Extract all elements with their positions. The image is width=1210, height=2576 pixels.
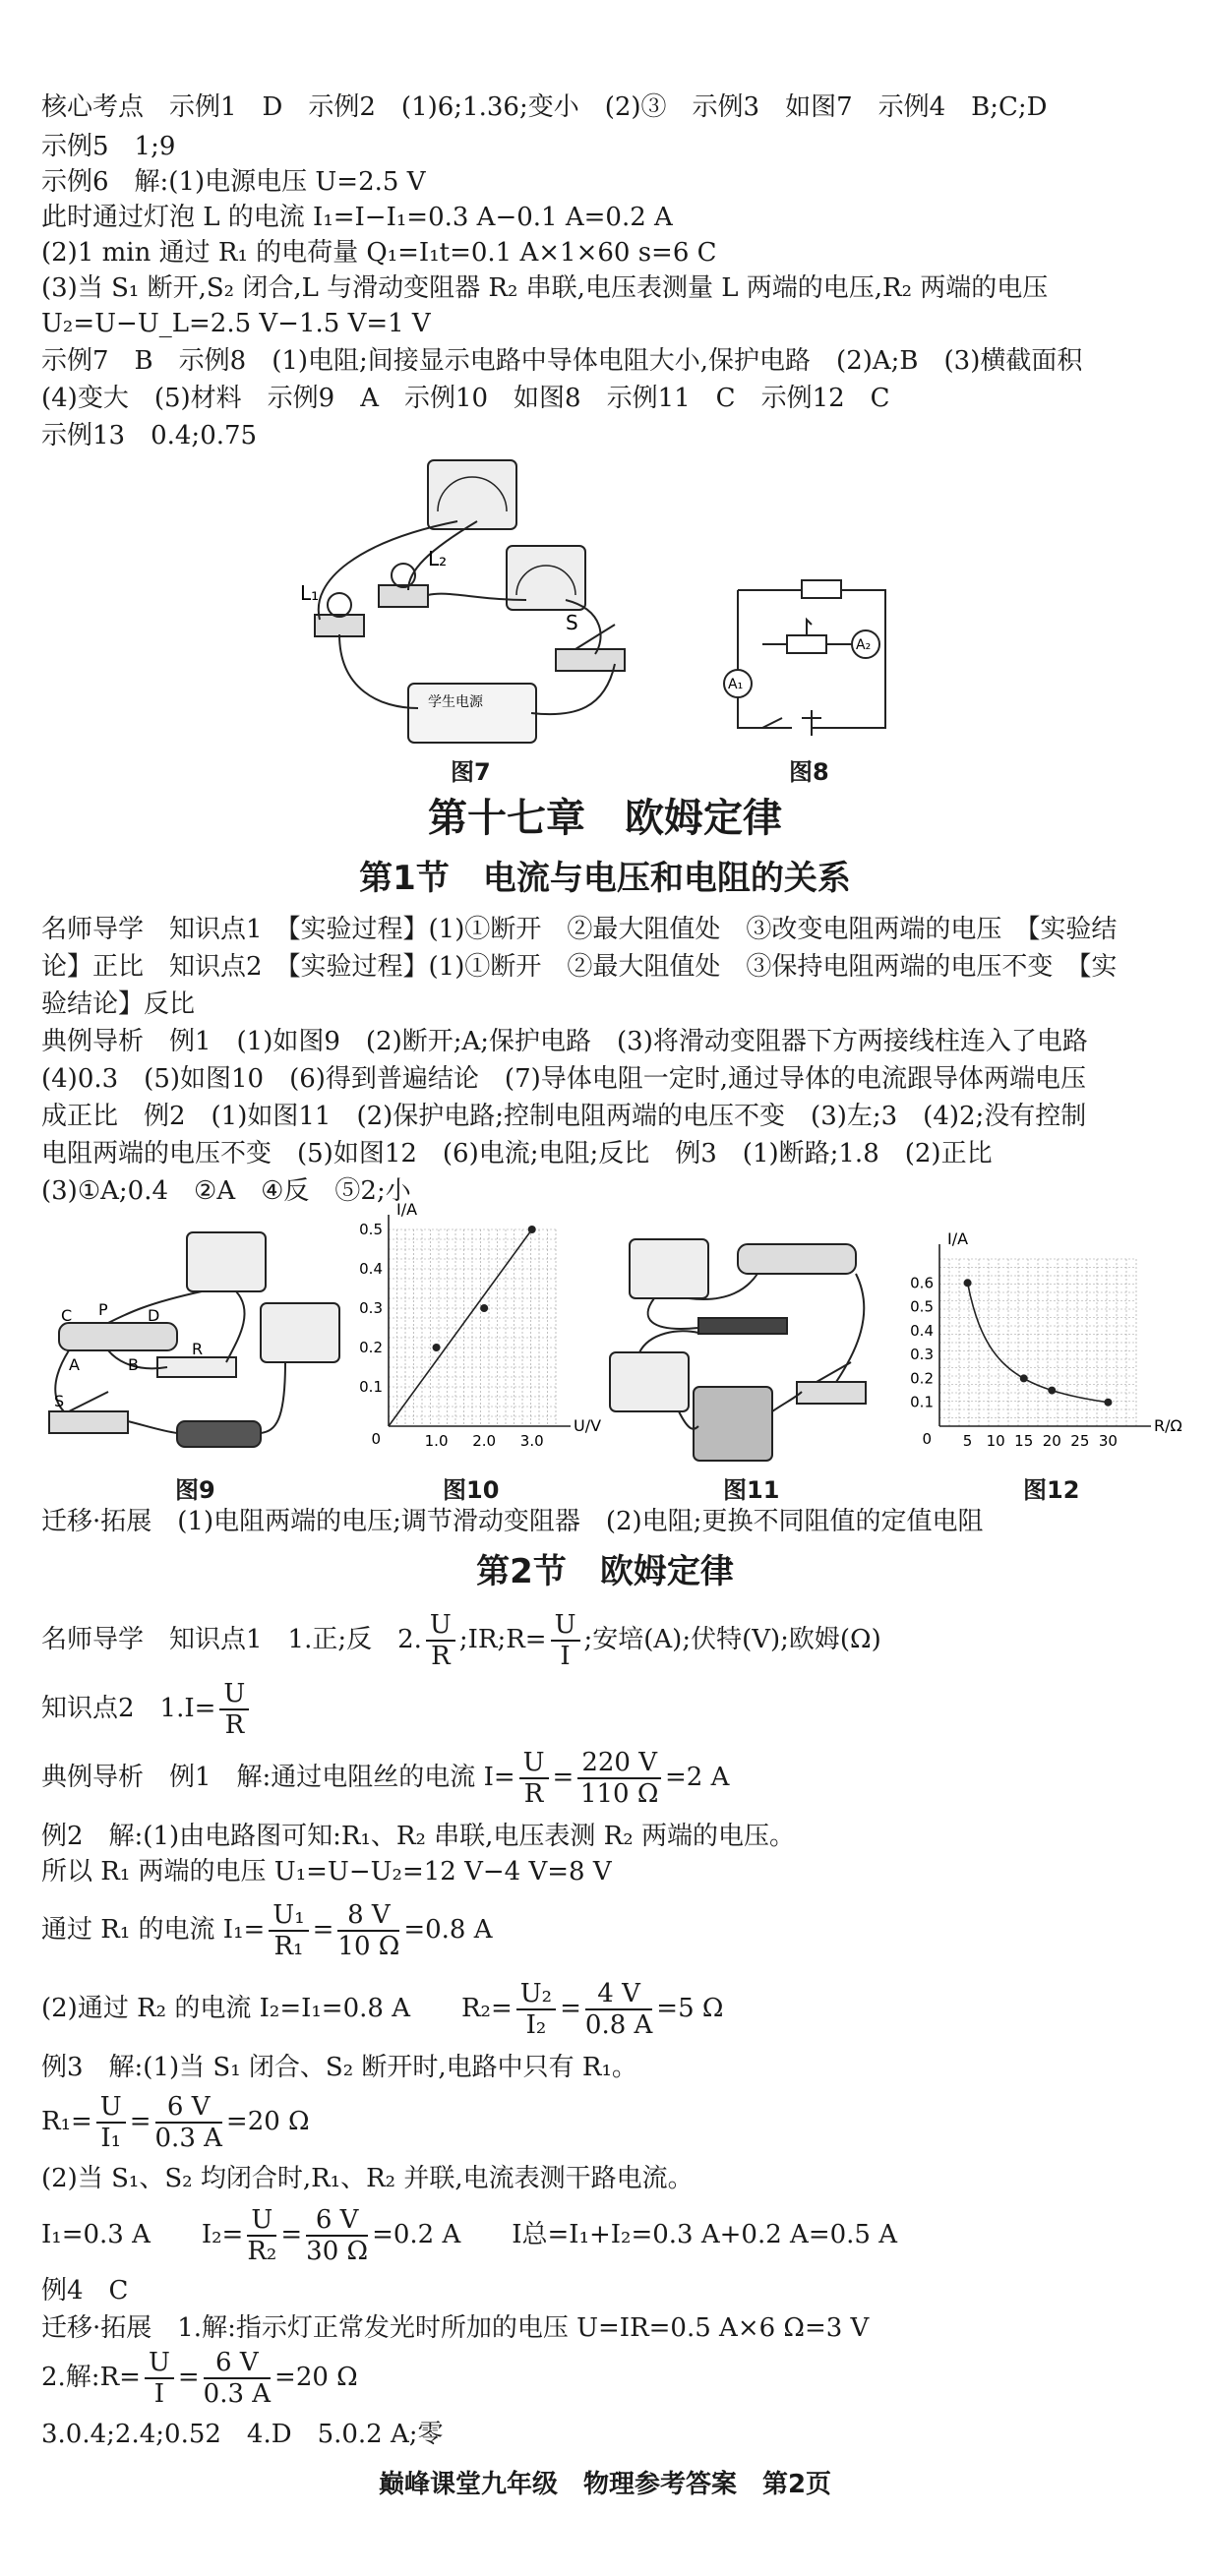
core-line-5: (2)1 min 通过 R₁ 的电荷量 Q₁=I₁t=0.1 A×1×60 s=6 C	[41, 238, 717, 268]
frac-den: R	[431, 1642, 451, 1671]
frac-u2-i2	[516, 1979, 556, 2040]
frac-u1-r1	[269, 1900, 308, 1961]
ex3-line-3: (2)当 S₁、S₂ 均闭合时,R₁、R₂ 并联,电流表测干路电流。	[41, 2164, 694, 2193]
frac-den: 30 Ω	[306, 2237, 369, 2266]
fig7-L1-label: L₁	[300, 581, 320, 605]
frac-num: 6 V	[204, 2348, 271, 2379]
frac-u-r2	[247, 2205, 276, 2266]
y-tick-label: 0.1	[910, 1393, 934, 1411]
frac-8-10	[337, 1900, 399, 1961]
sec2-k2-line	[41, 1677, 253, 1740]
y-tick-label: 0.3	[359, 1299, 383, 1317]
y-tick-label: 0.5	[359, 1221, 383, 1238]
transfer-2-line-1: 迁移·拓展 1.解:指示灯正常发光时所加的电压 U=IR=0.5 A×6 Ω=3 V	[41, 2313, 870, 2343]
frac-num: 220 V	[577, 1748, 661, 1779]
ex2-l4-prefix: (2)通过 R₂ 的电流 I₂=I₁=0.8 A R₂=	[41, 1994, 513, 2023]
frac-6-03	[155, 2092, 222, 2153]
fig9-label-D: D	[148, 1306, 160, 1325]
transfer-1-line: 迁移·拓展 (1)电阻两端的电压;调节滑动变阻器 (2)电阻;更换不同阻值的定值电阻	[41, 1507, 984, 1536]
ex2-line-4: (2)通过 R₂ 的电流 I₂=I₁=0.8 A R₂= $\frac{\text{U₂}}{\text{I₂}}$ = $\frac{4 V}{0.8 A}$ =5 Ω	[41, 1979, 724, 2040]
ex2-line-3: 通过 R₁ 的电流 I₁= $\frac{\text{U₁}}{\text{R₁}}$ = $\frac{8 V}{10 \Omega}$ =0.8 A	[41, 1900, 493, 1961]
fig9-label-C: C	[61, 1306, 73, 1325]
fig8-A2-label: A₂	[856, 637, 872, 653]
fig10-caption: 图10	[443, 1476, 500, 1504]
ex2-line-2: 所以 R₁ 两端的电压 U₁=U−U₂=12 V−4 V=8 V	[41, 1857, 612, 1887]
fig9-label-A: A	[69, 1355, 80, 1374]
sec1-line-5: (4)0.3 (5)如图10 (6)得到普遍结论 (7)导体电阻一定时,通过导体的电流跟导体两端电压	[41, 1064, 1087, 1094]
y-tick-label: 0.5	[910, 1297, 934, 1316]
x-tick-label: 25	[1070, 1432, 1090, 1450]
frac-u-over-i	[551, 1610, 580, 1671]
sec2-k1-line	[41, 1608, 881, 1671]
page-footer: 巅峰课堂九年级 物理参考答案 第2页	[378, 2470, 832, 2499]
frac-220-110	[577, 1748, 661, 1809]
data-point	[1104, 1399, 1112, 1407]
sec1-line-2: 论】正比 知识点2 【实验过程】(1)①断开 ②最大阻值处 ③保持电阻两端的电压不变 【实	[41, 952, 1118, 982]
core-line-2: 示例5 1;9	[41, 132, 176, 161]
k1-mid: ;IR;R=	[458, 1625, 547, 1654]
figure-9-circuit	[39, 1225, 334, 1461]
ex3-l2-prefix: R₁=	[41, 2107, 92, 2136]
ex2-l3-post: =0.8 A	[403, 1915, 493, 1945]
sec1-line-8: (3)①A;0.4 ②A ④反 ⑤2;小	[41, 1176, 411, 1206]
core-line-3: 示例6 解:(1)电源电压 U=2.5 V	[41, 167, 426, 197]
y-axis-label: I/A	[947, 1229, 969, 1248]
fig12-caption: 图12	[1023, 1476, 1080, 1504]
fig9-label-B: B	[128, 1355, 139, 1374]
k2-prefix: 知识点2 1.I=	[41, 1694, 216, 1723]
ex3-l4-a: I₁=0.3 A I₂=	[41, 2220, 244, 2249]
frac-den: 0.3 A	[154, 2124, 222, 2153]
frac-num: U	[145, 2348, 174, 2379]
ex4-line: 例4 C	[41, 2276, 129, 2306]
data-point	[1020, 1374, 1028, 1382]
tr-l2-prefix: 2.解:R=	[41, 2363, 141, 2392]
x-tick-label: 20	[1042, 1432, 1061, 1450]
x-tick-label: 2.0	[472, 1432, 497, 1450]
y-tick-label: 0.1	[359, 1378, 383, 1396]
fig7-caption: 图7	[451, 758, 491, 786]
core-line-1: 核心考点 示例1 D 示例2 (1)6;1.36;变小 (2)③ 示例3 如图7 示例4 B;C;D	[41, 92, 1048, 122]
frac-num: U₂	[516, 1979, 556, 2010]
sec1-line-1: 名师导学 知识点1 【实验过程】(1)①断开 ②最大阻值处 ③改变电阻两端的电压 【实验结	[41, 915, 1118, 944]
fig7-power-label: 学生电源	[428, 694, 483, 710]
sec1-line-4: 典例导析 例1 (1)如图9 (2)断开;A;保护电路 (3)将滑动变阻器下方两接线柱连入了电路	[41, 1027, 1088, 1056]
frac-num: U	[219, 1679, 249, 1710]
x-tick-label: 15	[1014, 1432, 1034, 1450]
fig9-label-P: P	[98, 1300, 108, 1319]
ex3-l2-post: =20 Ω	[225, 2107, 310, 2136]
frac-den: I	[153, 2379, 165, 2409]
ex2-l3-prefix: 通过 R₁ 的电流 I₁=	[41, 1915, 266, 1945]
y-tick-label: 0.2	[910, 1369, 934, 1388]
k1-prefix: 名师导学 知识点1 1.正;反 2.	[41, 1625, 422, 1654]
fig11-caption: 图11	[723, 1476, 780, 1504]
frac-den: I₂	[525, 2010, 547, 2040]
x-tick-label: 10	[986, 1432, 1005, 1450]
frac-den: I₁	[100, 2124, 122, 2153]
fig7-S-label: S	[566, 611, 578, 634]
y-tick-label: 0.2	[359, 1339, 383, 1356]
frac-num: U	[551, 1610, 580, 1642]
x-tick-label: 30	[1098, 1432, 1118, 1450]
frac-den: R	[224, 1710, 245, 1740]
core-line-9: (4)变大 (5)材料 示例9 A 示例10 如图8 示例11 C 示例12 C	[41, 384, 890, 413]
core-line-8: 示例7 B 示例8 (1)电阻;间接显示电路中导体电阻大小,保护电路 (2)A;B (3)横截面积	[41, 346, 1083, 376]
ex2-l4-post: =5 Ω	[656, 1994, 724, 2023]
ex2-line-1: 例2 解:(1)由电路图可知:R₁、R₂ 串联,电压表测 R₂ 两端的电压。	[41, 1822, 795, 1851]
figure-11-circuit	[600, 1234, 885, 1466]
fig9-label-R: R	[192, 1340, 204, 1358]
frac-num: 8 V	[337, 1900, 399, 1932]
frac-num: 4 V	[585, 1979, 652, 2010]
tr-l2-post: =20 Ω	[274, 2363, 358, 2392]
x-axis-label: R/Ω	[1154, 1416, 1182, 1435]
data-point	[964, 1279, 972, 1287]
data-point	[528, 1226, 536, 1233]
y-axis-label: I/A	[396, 1200, 418, 1219]
chapter-title: 第十七章 欧姆定律	[428, 796, 782, 841]
frac-num: 6 V	[155, 2092, 222, 2124]
y-tick-label: 0.4	[359, 1260, 383, 1278]
figure-10-chart	[349, 1200, 602, 1466]
section-2-title: 第2节 欧姆定律	[476, 1552, 734, 1591]
frac-num: 6 V	[306, 2205, 368, 2237]
ex1-post: =2 A	[665, 1763, 730, 1792]
fig9-caption: 图9	[175, 1476, 215, 1504]
x-tick-label: 1.0	[424, 1432, 449, 1450]
origin-label: 0	[371, 1430, 381, 1448]
frac-num: U	[519, 1748, 549, 1779]
frac-6-30	[306, 2205, 368, 2266]
fig7-L2-label: L₂	[428, 547, 448, 570]
frac-den: 0.8 A	[584, 2010, 653, 2040]
k1-post: ;安培(A);伏特(V);欧姆(Ω)	[583, 1625, 881, 1654]
frac-ohm-law	[219, 1679, 249, 1740]
frac-den: R₂	[247, 2237, 277, 2266]
fig8-A1-label: A₁	[728, 677, 744, 692]
frac-den: 0.3 A	[203, 2379, 272, 2409]
figure-7-circuit	[280, 452, 654, 748]
sec1-line-3: 验结论】反比	[41, 989, 196, 1019]
frac-num: U	[426, 1610, 455, 1642]
core-line-10: 示例13 0.4;0.75	[41, 421, 258, 450]
fig9-label-S: S	[54, 1392, 65, 1410]
section-1-title: 第1节 电流与电压和电阻的关系	[359, 859, 851, 898]
ex1-prefix: 典例导析 例1 解:通过电阻丝的电流 I=	[41, 1763, 515, 1792]
frac-u-i	[145, 2348, 174, 2409]
frac-num: U₁	[269, 1900, 308, 1932]
transfer-2-line-2: 2.解:R= $\frac{U}{I}$ = $\frac{6 V}{0.3 A}$ =20 Ω	[41, 2348, 358, 2409]
x-tick-label: 3.0	[519, 1432, 544, 1450]
data-point	[433, 1344, 441, 1351]
frac-u-r	[519, 1748, 549, 1809]
ex3-l4-b: =0.2 A I总=I₁+I₂=0.3 A+0.2 A=0.5 A	[372, 2220, 897, 2249]
core-line-7: U₂=U−U_L=2.5 V−1.5 V=1 V	[41, 309, 431, 338]
core-line-6: (3)当 S₁ 断开,S₂ 闭合,L 与滑动变阻器 R₂ 串联,电压表测量 L 两端的电压,R₂ 两端的电压	[41, 273, 1049, 303]
ex3-line-4: I₁=0.3 A I₂= $\frac{U}{\text{R₂}}$ = $\frac{6 V}{30 \Omega}$ =0.2 A I总=I₁+I₂=0.3 A+0.2 A=0.5 A	[41, 2205, 897, 2266]
y-tick-label: 0.3	[910, 1346, 934, 1364]
core-line-4: 此时通过灯泡 L 的电流 I₁=I−I₁=0.3 A−0.1 A=0.2 A	[41, 203, 673, 232]
frac-den: 10 Ω	[337, 1932, 400, 1961]
data-point	[480, 1304, 488, 1312]
frac-den: R	[523, 1779, 544, 1809]
sec1-line-7: 电阻两端的电压不变 (5)如图12 (6)电流;电阻;反比 例3 (1)断路;1.8 (2)正比	[41, 1139, 993, 1168]
y-tick-label: 0.4	[910, 1321, 934, 1340]
ex3-line-1: 例3 解:(1)当 S₁ 闭合、S₂ 断开时,电路中只有 R₁。	[41, 2053, 637, 2082]
x-axis-label: U/V	[574, 1416, 602, 1435]
figure-12-chart	[895, 1225, 1182, 1466]
figure-8-circuit	[703, 570, 920, 743]
frac-u-over-r	[426, 1610, 455, 1671]
sec1-line-6: 成正比 例2 (1)如图11 (2)保护电路;控制电阻两端的电压不变 (3)左;3 (4)2;没有控制	[41, 1102, 1087, 1131]
transfer-2-line-3: 3.0.4;2.4;0.52 4.D 5.0.2 A;零	[41, 2420, 444, 2449]
ex3-line-2: R₁= $\frac{U}{\text{I₁}}$ = $\frac{6 V}{0.3 A}$ =20 Ω	[41, 2092, 310, 2153]
sec2-ex1-line: 典例导析 例1 解:通过电阻丝的电流 I= $\frac{U}{R}$ = $\frac{220 V}{110 \Omega}$ =2 A	[41, 1748, 730, 1809]
frac-4-08	[585, 1979, 652, 2040]
frac-den: 110 Ω	[579, 1779, 659, 1809]
x-tick-label: 5	[962, 1432, 973, 1450]
data-point	[1048, 1387, 1056, 1395]
frac-6-03-b	[204, 2348, 271, 2409]
frac-num: U	[247, 2205, 276, 2237]
frac-u-i1	[96, 2092, 126, 2153]
frac-num: U	[96, 2092, 126, 2124]
frac-den: R₁	[273, 1932, 304, 1961]
frac-den: I	[560, 1642, 571, 1671]
fig8-caption: 图8	[789, 758, 829, 786]
y-tick-label: 0.6	[910, 1274, 934, 1292]
origin-label: 0	[922, 1430, 932, 1448]
